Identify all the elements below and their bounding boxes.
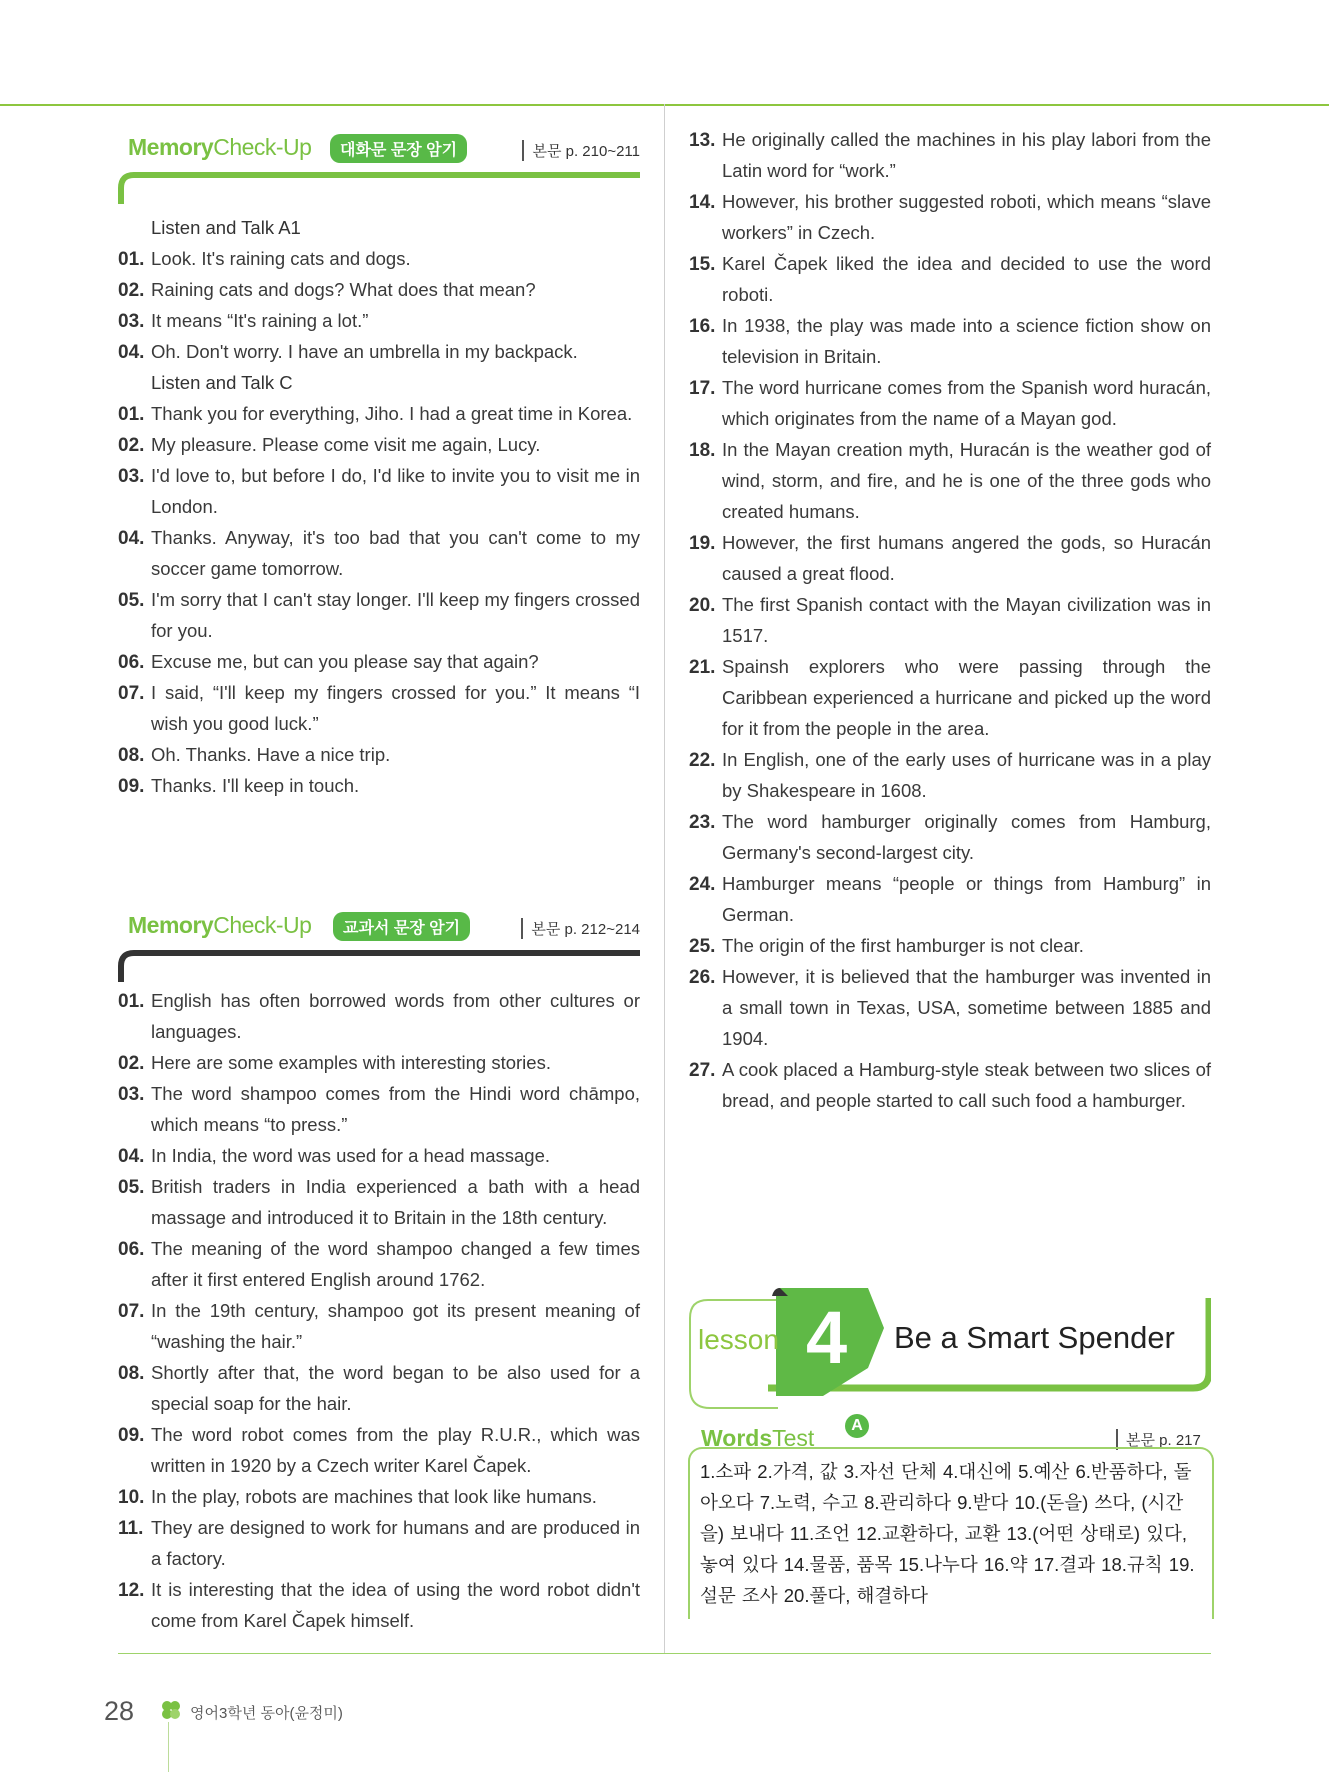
subsection-heading: Listen and Talk C: [151, 372, 293, 393]
item-number: 09.: [118, 1425, 145, 1446]
list-item: [118, 770, 640, 801]
page-reference: 본문 p. 212~214: [521, 918, 640, 939]
book-title: 영어3학년 동아(윤정미): [190, 1705, 343, 1722]
item-text: I'm sorry that I can't stay longer. I'll keep my fingers crossed for you.: [151, 589, 640, 641]
list-item: [118, 429, 640, 460]
column-divider: [664, 104, 665, 1654]
clover-icon: [158, 1698, 184, 1724]
item-number: 07.: [118, 683, 145, 704]
list-item: [689, 186, 1211, 248]
list-item: [118, 1233, 640, 1295]
item-number: 05.: [118, 1177, 145, 1198]
item-text: The word hurricane comes from the Spanish word huracán, which originates from the name of a Mayan god.: [722, 377, 1211, 429]
list-item: [689, 930, 1211, 961]
item-number: 02.: [118, 435, 145, 456]
list-item: [118, 1481, 640, 1512]
item-text: Thanks. Anyway, it's too bad that you can't come to my soccer game tomorrow.: [151, 527, 640, 579]
item-text: The origin of the first hamburger is not clear.: [722, 935, 1084, 956]
subsection-heading: Listen and Talk A1: [151, 217, 301, 238]
item-text: Excuse me, but can you please say that again?: [151, 651, 539, 672]
words-test-title: WordsTest: [701, 1425, 815, 1451]
list-item: [689, 744, 1211, 806]
item-text: My pleasure. Please come visit me again, Lucy.: [151, 434, 541, 455]
item-number: 01.: [118, 991, 145, 1012]
item-text: However, it is believed that the hamburger was invented in a small town in Texas, USA, sometime between 1885 and 1904.: [722, 966, 1211, 1049]
item-number: 03.: [118, 1084, 145, 1105]
list-item: [118, 584, 640, 646]
list-item: [118, 398, 640, 429]
item-number: 12.: [118, 1580, 145, 1601]
item-number: 07.: [118, 1301, 145, 1322]
item-number: 22.: [689, 750, 716, 771]
list-item: [118, 677, 640, 739]
words-test-answers: 1.소파 2.가격, 값 3.자선 단체 4.대신에 5.예산 6.반품하다, 돌아오다 7.노력, 수고 8.관리하다 9.받다 10.(돈을) 쓰다, (시간을) 보내다 11.조언 12.교환하다, 교환 13.(어떤 상태로) 있다, 놓여 있다 14.물품, 품목 15.나누다 16.약 17.결과 18.규칙 19.설문 조사 20.풀다, 해결하다: [700, 1461, 1195, 1606]
list-item: [689, 961, 1211, 1054]
memory-checkup-badge: 대화문 문장 암기: [330, 134, 467, 163]
item-number: 02.: [118, 1053, 145, 1074]
list-item: [118, 522, 640, 584]
list-item: [689, 806, 1211, 868]
item-text: In India, the word was used for a head massage.: [151, 1145, 551, 1166]
item-number: 20.: [689, 595, 716, 616]
list-item: [118, 985, 640, 1047]
list-item: [118, 336, 640, 367]
list-item: [689, 434, 1211, 527]
list-item: [118, 739, 640, 770]
list-item: [118, 1047, 640, 1078]
item-text: The meaning of the word shampoo changed a few times after it first entered English around 1762.: [151, 1238, 640, 1290]
item-number: 27.: [689, 1060, 716, 1081]
item-text: The first Spanish contact with the Mayan civilization was in 1517.: [722, 594, 1211, 646]
section-rule: [118, 172, 640, 204]
item-text: British traders in India experienced a bath with a head massage and introduced it to Britain in the 18th century.: [151, 1176, 640, 1228]
item-text: Karel Čapek liked the idea and decided to use the word roboti.: [722, 253, 1211, 305]
item-number: 02.: [118, 280, 145, 301]
lesson-title: Be a Smart Spender: [894, 1320, 1175, 1355]
page-reference: 본문 p. 210~211: [522, 140, 640, 161]
list-item: [118, 1295, 640, 1357]
item-text: He originally called the machines in his play labori from the Latin word for “work.”: [722, 129, 1211, 181]
list-item: [689, 124, 1211, 186]
list-item: [118, 460, 640, 522]
memory-checkup-badge: 교과서 문장 암기: [333, 912, 470, 941]
item-text: It means “It's raining a lot.”: [151, 310, 369, 331]
list-item: [118, 243, 640, 274]
item-number: 01.: [118, 249, 145, 270]
list-item: [118, 1357, 640, 1419]
item-number: 04.: [118, 342, 145, 363]
memory-checkup-title: MemoryCheck-Up: [128, 912, 312, 938]
item-number: 04.: [118, 528, 145, 549]
item-number: 01.: [118, 404, 145, 425]
item-number: 15.: [689, 254, 716, 275]
page-number: 28: [104, 1696, 135, 1726]
item-number: 24.: [689, 874, 716, 895]
item-number: 03.: [118, 311, 145, 332]
item-text: The word robot comes from the play R.U.R., which was written in 1920 by a Czech writer Karel Čapek.: [151, 1424, 640, 1476]
list-item: [118, 1171, 640, 1233]
item-number: 26.: [689, 967, 716, 988]
footer-rule: [168, 1722, 169, 1772]
item-text: English has often borrowed words from other cultures or languages.: [151, 990, 640, 1042]
item-text: They are designed to work for humans and are produced in a factory.: [151, 1517, 640, 1569]
item-text: However, his brother suggested roboti, which means “slave workers” in Czech.: [722, 191, 1211, 243]
item-text: Oh. Thanks. Have a nice trip.: [151, 744, 391, 765]
bottom-rule: [118, 1653, 1211, 1654]
item-text: Thanks. I'll keep in touch.: [151, 775, 360, 796]
list-item: [118, 1078, 640, 1140]
item-text: Shortly after that, the word began to be also used for a special soap for the hair.: [151, 1362, 640, 1414]
item-text: The word shampoo comes from the Hindi word chāmpo, which means “to press.”: [151, 1083, 640, 1135]
list-item: [689, 1054, 1211, 1116]
item-number: 13.: [689, 130, 716, 151]
item-number: 08.: [118, 745, 145, 766]
list-item: [118, 274, 640, 305]
item-text: Oh. Don't worry. I have an umbrella in my backpack.: [151, 341, 578, 362]
item-text: It is interesting that the idea of using the word robot didn't come from Karel Čapek himself.: [151, 1579, 640, 1631]
item-number: 09.: [118, 776, 145, 797]
item-number: 14.: [689, 192, 716, 213]
list-item: [118, 1140, 640, 1171]
item-number: 21.: [689, 657, 716, 678]
list-item: [689, 310, 1211, 372]
lesson-label: lesson: [698, 1324, 779, 1355]
item-text: In 1938, the play was made into a science fiction show on television in Britain.: [722, 315, 1211, 367]
item-text: Here are some examples with interesting stories.: [151, 1052, 551, 1073]
item-text: A cook placed a Hamburg-style steak between two slices of bread, and people started to call such food a hamburger.: [722, 1059, 1211, 1111]
list-item: [689, 589, 1211, 651]
item-text: Raining cats and dogs? What does that mean?: [151, 279, 536, 300]
list-item: [689, 868, 1211, 930]
item-number: 06.: [118, 1239, 145, 1260]
item-text: I said, “I'll keep my fingers crossed for you.” It means “I wish you good luck.”: [151, 682, 640, 734]
item-text: I'd love to, but before I do, I'd like to invite you to visit me in London.: [151, 465, 640, 517]
item-text: Spainsh explorers who were passing through the Caribbean experienced a hurricane and picked up the word for it from the people in the area.: [722, 656, 1211, 739]
list-item: [689, 372, 1211, 434]
item-text: The word hamburger originally comes from Hamburg, Germany's second-largest city.: [722, 811, 1211, 863]
list-item: [118, 1512, 640, 1574]
item-number: 16.: [689, 316, 716, 337]
memory-checkup-header-1: [118, 134, 640, 214]
item-number: 25.: [689, 936, 716, 957]
item-number: 10.: [118, 1487, 145, 1508]
item-text: However, the first humans angered the gods, so Huracán caused a great flood.: [722, 532, 1211, 584]
item-number: 06.: [118, 652, 145, 673]
list-item: [689, 527, 1211, 589]
section-a-badge: A: [845, 1414, 869, 1438]
item-number: 04.: [118, 1146, 145, 1167]
page-reference: 본문 p. 217: [1116, 1429, 1201, 1450]
item-text: In the Mayan creation myth, Huracán is the weather god of wind, storm, and fire, and he is one of the three gods who created humans.: [722, 439, 1211, 522]
item-number: 08.: [118, 1363, 145, 1384]
item-number: 19.: [689, 533, 716, 554]
list-item: [689, 651, 1211, 744]
item-text: In the 19th century, shampoo got its present meaning of “washing the hair.”: [151, 1300, 640, 1352]
memory-checkup-header-2: [118, 912, 640, 992]
item-number: 23.: [689, 812, 716, 833]
lesson-banner: [688, 1288, 1211, 1410]
item-text: Thank you for everything, Jiho. I had a great time in Korea.: [151, 403, 633, 424]
list-item: [118, 1419, 640, 1481]
item-number: 05.: [118, 590, 145, 611]
item-text: In English, one of the early uses of hurricane was in a play by Shakespeare in 1608.: [722, 749, 1211, 801]
list-item: [689, 248, 1211, 310]
list-item: [118, 305, 640, 336]
item-number: 03.: [118, 466, 145, 487]
item-number: 11.: [118, 1518, 144, 1539]
list-item: [118, 646, 640, 677]
item-number: 17.: [689, 378, 716, 399]
item-text: In the play, robots are machines that look like humans.: [151, 1486, 597, 1507]
section-rule: [118, 950, 640, 982]
item-text: Hamburger means “people or things from Hamburg” in German.: [722, 873, 1211, 925]
lesson-number: 4: [806, 1296, 848, 1379]
item-text: Look. It's raining cats and dogs.: [151, 248, 411, 269]
item-number: 18.: [689, 440, 716, 461]
memory-checkup-title: MemoryCheck-Up: [128, 134, 312, 160]
list-item: [118, 1574, 640, 1636]
